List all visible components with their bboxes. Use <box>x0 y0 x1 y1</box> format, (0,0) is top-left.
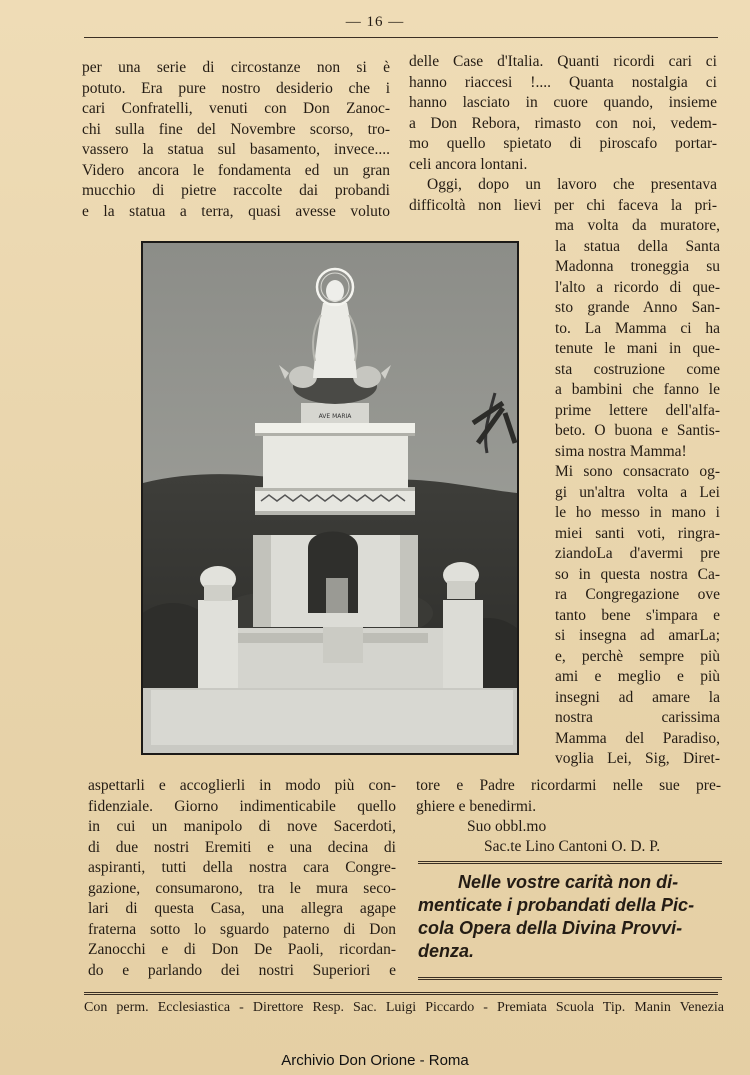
appeal-box <box>418 871 724 963</box>
text-line: in cui un manipolo di nove Sacerdoti, <box>88 818 396 835</box>
text-line: aspiranti, tutti della nostra cara Congre- <box>88 859 396 876</box>
text-line: mucchio di pietre raccolte dai probandi <box>82 182 390 199</box>
appeal-bottom-rule <box>418 977 722 980</box>
text-line: Mamma del Paradiso, <box>555 729 720 747</box>
text-line: Videro ancora le fondamenta ed un gran <box>82 161 390 179</box>
text-line: Zanocchi e di Don De Paoli, ricordan- <box>88 941 396 958</box>
text-line: chi sulla fine del Novembre scorso, tro- <box>82 120 390 138</box>
appeal-line: menticate i probandati della Pic- <box>418 895 695 915</box>
page-number: — 16 — <box>345 14 405 30</box>
text-line: ami e meglio e più <box>555 668 720 685</box>
text-line: to. La Mamma ci ha <box>555 319 720 337</box>
text-line: fidenziale. Giorno indimenticabile quello <box>88 797 396 815</box>
text-line: voglia Lei, Sig, Diret- <box>555 750 720 767</box>
appeal-top-rule <box>418 861 722 864</box>
appeal-line: denza. <box>418 941 475 961</box>
text-line: fraterna sotto lo sguardo paterno di Don <box>88 920 396 938</box>
text-line: ra Congregazione ove <box>555 586 720 603</box>
text-line: sta costruzione come <box>555 360 720 378</box>
footer-rule <box>84 992 718 995</box>
text-line: ziandoLa d'avermi pre <box>555 545 720 562</box>
text-line: si insegna ad amarLa; <box>555 627 720 644</box>
text-line: miei santi voti, ringra- <box>555 524 720 542</box>
text-line: gazione, consumarono, tra le mura seco- <box>88 879 396 897</box>
text-line: per una serie di circostanze non si è <box>82 59 390 76</box>
right-column-top <box>409 52 717 216</box>
signature-name: Sac.te Lino Cantoni O. D. P. <box>484 838 661 855</box>
header-rule <box>84 37 718 38</box>
text-line: difficoltà non lievi per chi faceva la pri- <box>409 196 717 214</box>
text-line: tenute le mani in que- <box>555 340 720 357</box>
imprint-footer: Con perm. Ecclesiastica - Direttore Resp. Sac. Luigi Piccardo - Premiata Scuola Tip. Manin Venezia <box>84 1000 724 1015</box>
text-line: insegni ad amare la <box>555 688 720 706</box>
text-line: Oggi, dopo un lavoro che presentava <box>427 176 717 193</box>
text-line: tore e Padre ricordarmi nelle sue pre- <box>416 777 721 794</box>
plinth-inscription: AVE MARIA <box>318 413 352 420</box>
text-line: potuto. Era pure nostro desiderio che i <box>82 79 390 97</box>
text-line: nostra carissima <box>555 709 720 726</box>
left-column-bottom <box>88 776 396 981</box>
text-line: so in questa nostra Ca- <box>555 565 720 583</box>
text-line: celi ancora lontani. <box>409 155 528 173</box>
text-line: hanno lasciato in cuore quando, insieme <box>409 94 717 111</box>
text-line: Mi sono consacrato og- <box>555 463 720 480</box>
statue-photograph <box>141 241 519 755</box>
text-line: ghiere e benedirmi. <box>416 797 537 815</box>
text-line: a Don Rebora, rimasto con noi, vedem- <box>409 114 717 132</box>
text-line: vassero la statua sul basamento, invece.... <box>82 141 390 158</box>
left-column-top <box>82 58 390 222</box>
right-column-narrow <box>555 216 720 770</box>
text-line: lari di questa Casa, una allegra agape <box>88 900 396 917</box>
text-line: prime lettere dell'alfa- <box>555 401 720 419</box>
text-line: sima nostra Mamma! <box>555 442 687 460</box>
text-line: delle Case d'Italia. Quanti ricordi cari ci <box>409 53 717 70</box>
text-line: cari Confratelli, venuti con Don Zanoc- <box>82 100 390 117</box>
signature-salutation: Suo obbl.mo <box>467 818 547 835</box>
text-line: sto grande Anno San- <box>555 299 720 316</box>
text-line: beto. O buona e Santis- <box>555 422 720 439</box>
text-line: aspettarli e accoglierli in modo più con- <box>88 777 396 794</box>
text-line: e, perchè sempre più <box>555 647 720 665</box>
text-line: Madonna troneggia su <box>555 258 720 275</box>
text-line: a bambini che fanno le <box>555 381 720 398</box>
appeal-line: cola Opera della Divina Provvi- <box>418 918 683 938</box>
text-line: e la statua a terra, quasi avesse voluto <box>82 202 390 220</box>
text-line: gi un'altra volta a Lei <box>555 483 720 501</box>
text-line: le ho messo in mano i <box>555 504 720 521</box>
text-line: tanto bene s'impara e <box>555 606 720 624</box>
text-line: l'alto a ricordo di que- <box>555 278 720 296</box>
text-line: hanno riaccesi !.... Quanta nostalgia ci <box>409 73 717 91</box>
archive-watermark: Archivio Don Orione - Roma <box>281 1052 469 1069</box>
right-column-bottom <box>416 776 721 817</box>
text-line: ma volta da muratore, <box>555 217 720 234</box>
text-line: di due nostri Eremiti e una decina di <box>88 838 396 856</box>
text-line: la statua della Santa <box>555 237 720 255</box>
appeal-line: Nelle vostre carità non di- <box>458 872 679 892</box>
text-line: mo quello spietato di piroscafo portar- <box>409 135 717 152</box>
text-line: do e parlando dei nostri Superiori e <box>88 961 396 979</box>
